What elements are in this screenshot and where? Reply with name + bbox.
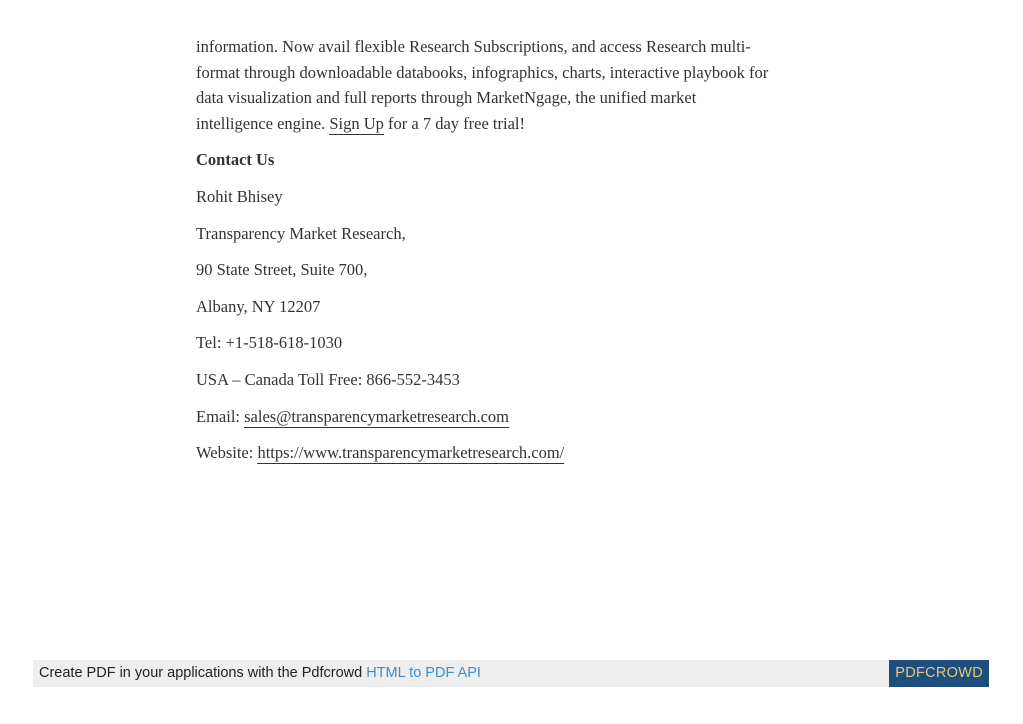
html-to-pdf-api-link[interactable]: HTML to PDF API [366,665,481,681]
website-link[interactable]: https://www.transparencymarketresearch.com/ [257,443,565,463]
intro-line-last [196,111,826,137]
contact-email-row [196,404,836,430]
pdfcrowd-brand-button[interactable]: PDFCROWD [889,660,989,687]
contact-name: Rohit Bhisey [196,186,283,206]
intro-text-suffix: for a 7 day free trial! [383,113,525,133]
contact-website-row [196,440,836,466]
contact-block [196,147,836,465]
pdfcrowd-footer-bar [33,660,989,687]
intro-text-prefix: intelligence engine. [196,113,330,133]
contact-toll-free: USA – Canada Toll Free: 866-552-3453 [196,369,460,389]
contact-company: Transparency Market Research, [196,223,406,243]
website-label: Website: [196,443,258,463]
email-label: Email: [196,406,245,426]
contact-city: Albany, NY 12207 [196,296,321,316]
intro-line: information. Now avail flexible Research Subscriptions, and access Research multi- [196,37,751,56]
contact-tel: Tel: +1-518-618-1030 [196,333,343,353]
footer-text [39,665,481,681]
article-body [196,34,836,466]
sign-up-link[interactable]: Sign Up [329,113,384,133]
contact-heading: Contact Us [196,150,275,170]
email-link[interactable]: sales@transparencymarketresearch.com [244,406,509,426]
contact-street: 90 State Street, Suite 700, [196,260,368,280]
intro-line: data visualization and full reports through MarketNgage, the unified market [196,88,697,108]
intro-line: format through downloadable databooks, infographics, charts, interactive playbook for [196,62,769,82]
intro-paragraph [196,34,826,136]
footer-caption: Create PDF in your applications with the Pdfcrowd [39,665,367,681]
